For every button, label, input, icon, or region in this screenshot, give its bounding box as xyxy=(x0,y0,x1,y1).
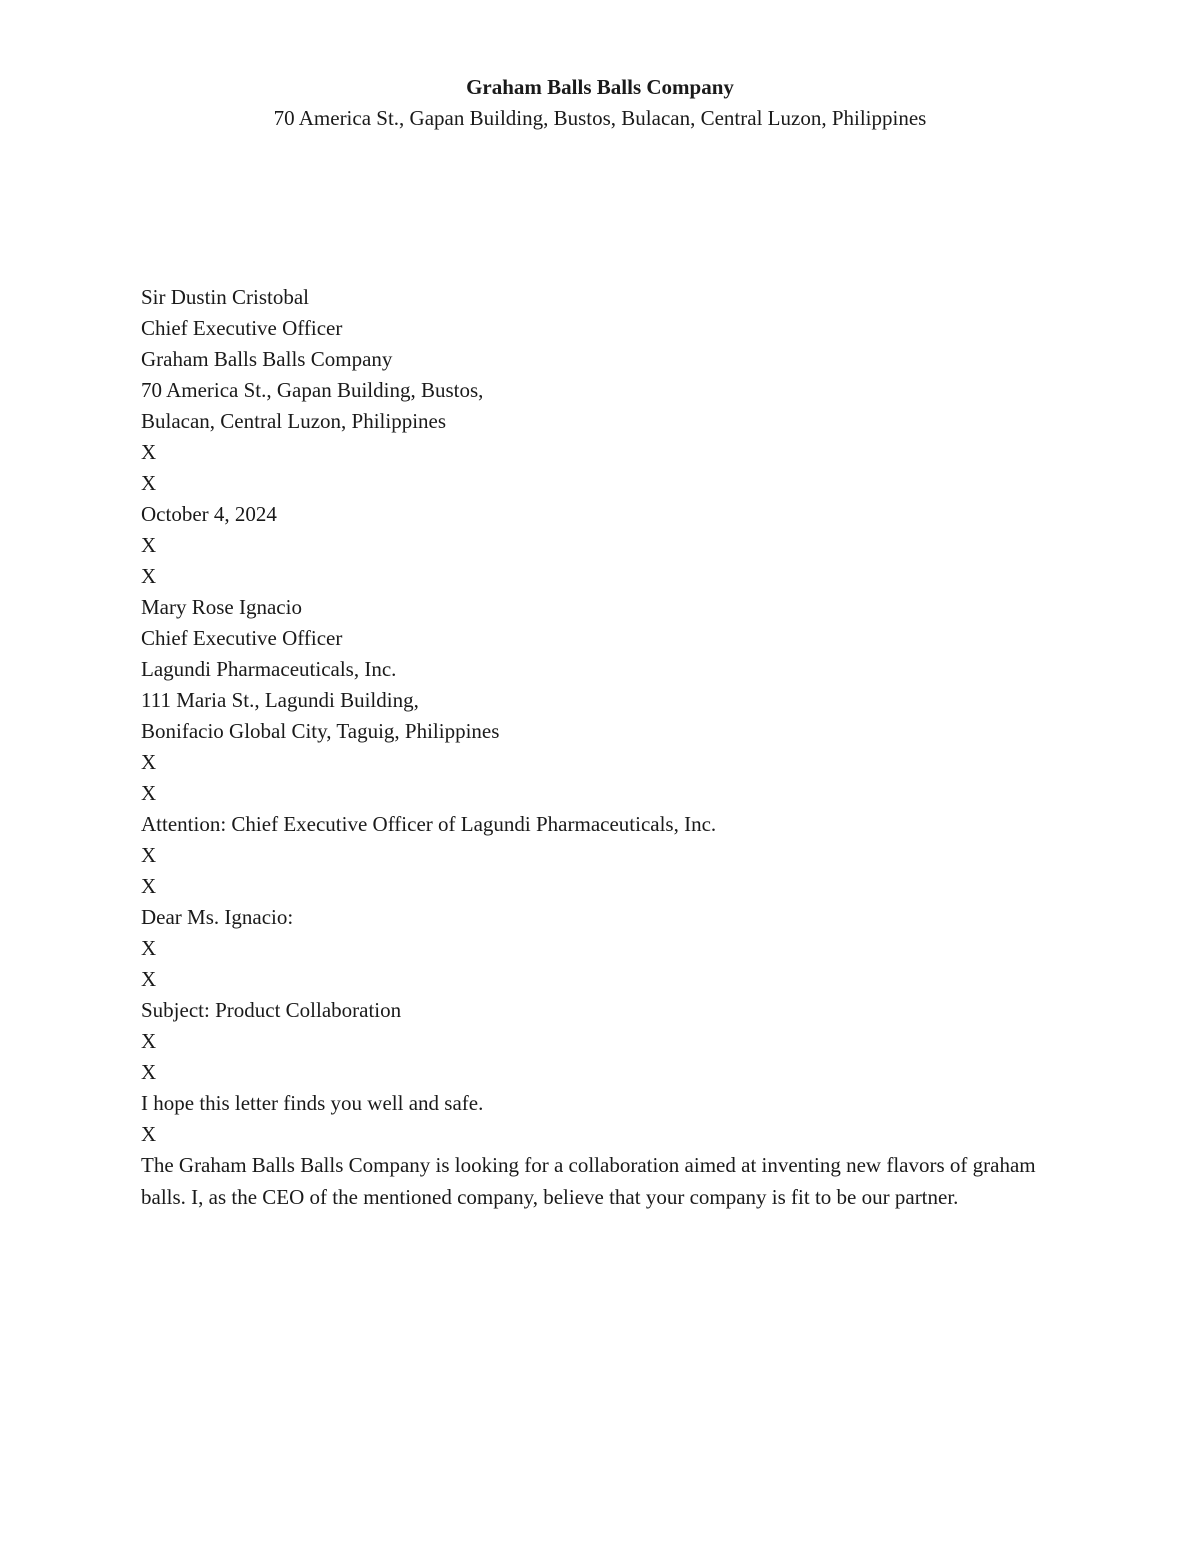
spacer-mark: X xyxy=(141,936,157,960)
recipient-company: Lagundi Pharmaceuticals, Inc. xyxy=(141,657,397,681)
sender-company: Graham Balls Balls Company xyxy=(141,347,393,371)
spacer-mark: X xyxy=(141,1029,157,1053)
spacer-mark: X xyxy=(141,750,157,774)
recipient-title: Chief Executive Officer xyxy=(141,626,343,650)
sender-address-line1: 70 America St., Gapan Building, Bustos, xyxy=(141,378,484,402)
body-paragraph: The Graham Balls Balls Company is looking for a collaboration aimed at inventing new flavors of graham balls. I, as the CEO of the mentioned company, believe that your company is fit to be our partner. xyxy=(141,1153,1036,1209)
letter-body xyxy=(141,282,1061,1213)
recipient-address-line1: 111 Maria St., Lagundi Building, xyxy=(141,688,419,712)
opening-line: I hope this letter finds you well and safe. xyxy=(141,1091,484,1115)
sender-address-line2: Bulacan, Central Luzon, Philippines xyxy=(141,409,447,433)
letterhead xyxy=(0,72,1200,133)
spacer-mark: X xyxy=(141,874,157,898)
sender-name: Sir Dustin Cristobal xyxy=(141,285,310,309)
spacer-mark: X xyxy=(141,1122,157,1146)
letterhead-company-name: Graham Balls Balls Company xyxy=(466,75,734,99)
recipient-address-line2: Bonifacio Global City, Taguig, Philippines xyxy=(141,719,500,743)
spacer-mark: X xyxy=(141,967,157,991)
spacer-mark: X xyxy=(141,781,157,805)
spacer-mark: X xyxy=(141,1060,157,1084)
spacer-mark: X xyxy=(141,533,157,557)
letter-date: October 4, 2024 xyxy=(141,502,277,526)
sender-title: Chief Executive Officer xyxy=(141,316,343,340)
letterhead-address: 70 America St., Gapan Building, Bustos, Bulacan, Central Luzon, Philippines xyxy=(273,106,927,130)
spacer-mark: X xyxy=(141,440,157,464)
subject-line: Subject: Product Collaboration xyxy=(141,998,402,1022)
spacer-mark: X xyxy=(141,843,157,867)
spacer-mark: X xyxy=(141,564,157,588)
recipient-name: Mary Rose Ignacio xyxy=(141,595,302,619)
salutation: Dear Ms. Ignacio: xyxy=(141,905,294,929)
attention-line: Attention: Chief Executive Officer of Lagundi Pharmaceuticals, Inc. xyxy=(141,812,717,836)
spacer-mark: X xyxy=(141,471,157,495)
